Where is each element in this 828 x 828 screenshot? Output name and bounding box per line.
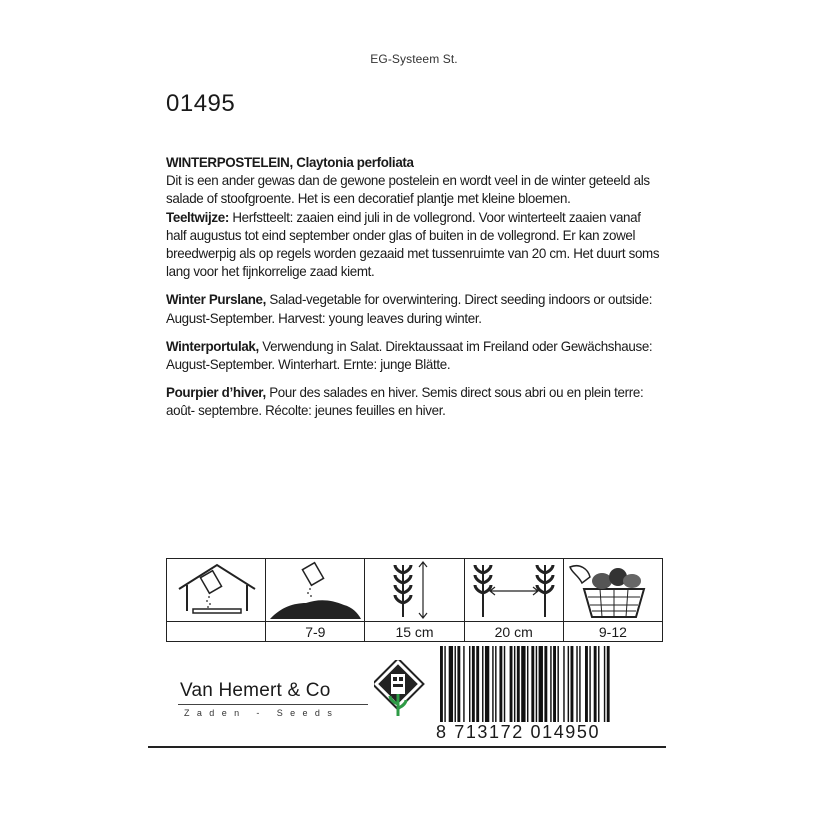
dutch-intro: Dit is een ander gewas dan de gewone postelein en wordt veel in de winter geteeld als salade of stoofgroente. Het is een decoratief plantje met kleine bloemen. bbox=[166, 172, 650, 207]
barcode-bar bbox=[550, 646, 551, 722]
pictogram-label-height: 15 cm bbox=[395, 624, 434, 640]
pictogram-cell-height bbox=[364, 559, 463, 641]
barcode-bar bbox=[444, 646, 445, 722]
english-text: Salad-vegetable for overwintering. Direct seeding indoors or outside: August-September. Harvest: young leaves during winter. bbox=[166, 291, 653, 326]
cultivation-text: Herfstteelt: zaaien eind juli in de vollegrond. Voor winterteelt zaaien vanaf half augustus tot eind september onder glas of buiten in de vollegrond. Er kan zowel breedwerpig als op regels worden gezaaid met tussenruimte van 20 cm. Het duurt soms lang voor het fijnkorrelige zaad kiemt. bbox=[166, 208, 660, 280]
article-number: 01495 bbox=[166, 90, 236, 117]
barcode-bar bbox=[594, 646, 597, 722]
pictogram-label-spacing: 20 cm bbox=[494, 624, 533, 640]
barcode-bar bbox=[521, 646, 525, 722]
barcode-bar bbox=[469, 646, 470, 722]
pictogram-cell-harvest bbox=[563, 559, 662, 641]
barcode-bar bbox=[598, 646, 599, 722]
french-paragraph bbox=[166, 383, 663, 419]
pictogram-label-sowing: 7-9 bbox=[305, 624, 326, 640]
barcode-bar bbox=[585, 646, 588, 722]
brand-divider bbox=[178, 704, 368, 705]
pictogram-cell-greenhouse bbox=[167, 559, 265, 641]
barcode-bar bbox=[449, 646, 453, 722]
barcode-bar bbox=[517, 646, 520, 722]
brand-name: Van Hemert & Co bbox=[180, 680, 331, 701]
barcode-bar bbox=[476, 646, 479, 722]
description-block bbox=[166, 153, 663, 430]
barcode-bar bbox=[495, 646, 496, 722]
english-paragraph bbox=[166, 290, 663, 326]
barcode-bar bbox=[604, 646, 605, 722]
outdoor-sowing-icon bbox=[266, 559, 365, 621]
german-paragraph bbox=[166, 337, 663, 373]
barcode-bar bbox=[527, 646, 528, 722]
barcode-bar bbox=[485, 646, 489, 722]
barcode-bar bbox=[568, 646, 569, 722]
pictogram-label-greenhouse bbox=[167, 622, 265, 643]
barcode-bar bbox=[455, 646, 456, 722]
barcode-bar bbox=[544, 646, 547, 722]
barcode-bar bbox=[563, 646, 564, 722]
greenhouse-sowing-icon bbox=[167, 559, 266, 621]
plant-spacing-icon bbox=[465, 559, 564, 621]
barcode-bar bbox=[539, 646, 543, 722]
barcode-bar bbox=[571, 646, 574, 722]
company-logo-icon bbox=[374, 660, 426, 720]
barcode-bar bbox=[510, 646, 513, 722]
barcode-bar bbox=[553, 646, 556, 722]
barcode-number: 8 713172 014950 bbox=[436, 722, 601, 742]
pictogram-table bbox=[166, 558, 663, 642]
product-title: WINTERPOSTELEIN, Claytonia perfoliata bbox=[166, 154, 414, 170]
barcode-bar bbox=[492, 646, 493, 722]
eg-system-label: EG-Systeem St. bbox=[370, 52, 458, 66]
barcode-bar bbox=[499, 646, 502, 722]
cultivation-label: Teeltwijze: bbox=[166, 208, 229, 225]
barcode-bar bbox=[576, 646, 577, 722]
french-text: Pour des salades en hiver. Semis direct sous abri ou en plein terre: août- septembre. Récolte: jeunes feuilles en hiver. bbox=[166, 384, 644, 419]
barcode-bar bbox=[482, 646, 483, 722]
barcode-bar bbox=[607, 646, 610, 722]
barcode-bar bbox=[463, 646, 464, 722]
german-text: Verwendung in Salat. Direktaussaat im Freiland oder Gewächshause: August-September. Winterhart. Ernte: junge Blätte. bbox=[166, 337, 653, 373]
barcode-bar bbox=[514, 646, 515, 722]
barcode-bar bbox=[579, 646, 580, 722]
harvest-basket-icon bbox=[564, 559, 663, 621]
brand-tagline: Zaden - Seeds bbox=[184, 708, 340, 718]
barcode-bar bbox=[504, 646, 505, 722]
barcode-bar bbox=[472, 646, 475, 722]
barcode-bar bbox=[531, 646, 534, 722]
plant-height-icon bbox=[365, 559, 464, 621]
bottom-rule bbox=[148, 746, 666, 748]
barcode-bar bbox=[440, 646, 443, 722]
barcode-bar bbox=[536, 646, 537, 722]
german-label: Winterportulak, bbox=[166, 337, 259, 354]
pictogram-label-harvest: 9-12 bbox=[598, 624, 627, 640]
barcode-bar bbox=[457, 646, 460, 722]
barcode-bar bbox=[557, 646, 558, 722]
dutch-paragraph bbox=[166, 153, 663, 280]
pictogram-cell-sowing bbox=[265, 559, 364, 641]
english-label: Winter Purslane, bbox=[166, 291, 267, 308]
barcode-bar bbox=[589, 646, 590, 722]
french-label: Pourpier d’hiver, bbox=[166, 384, 266, 401]
pictogram-cell-spacing bbox=[464, 559, 563, 641]
